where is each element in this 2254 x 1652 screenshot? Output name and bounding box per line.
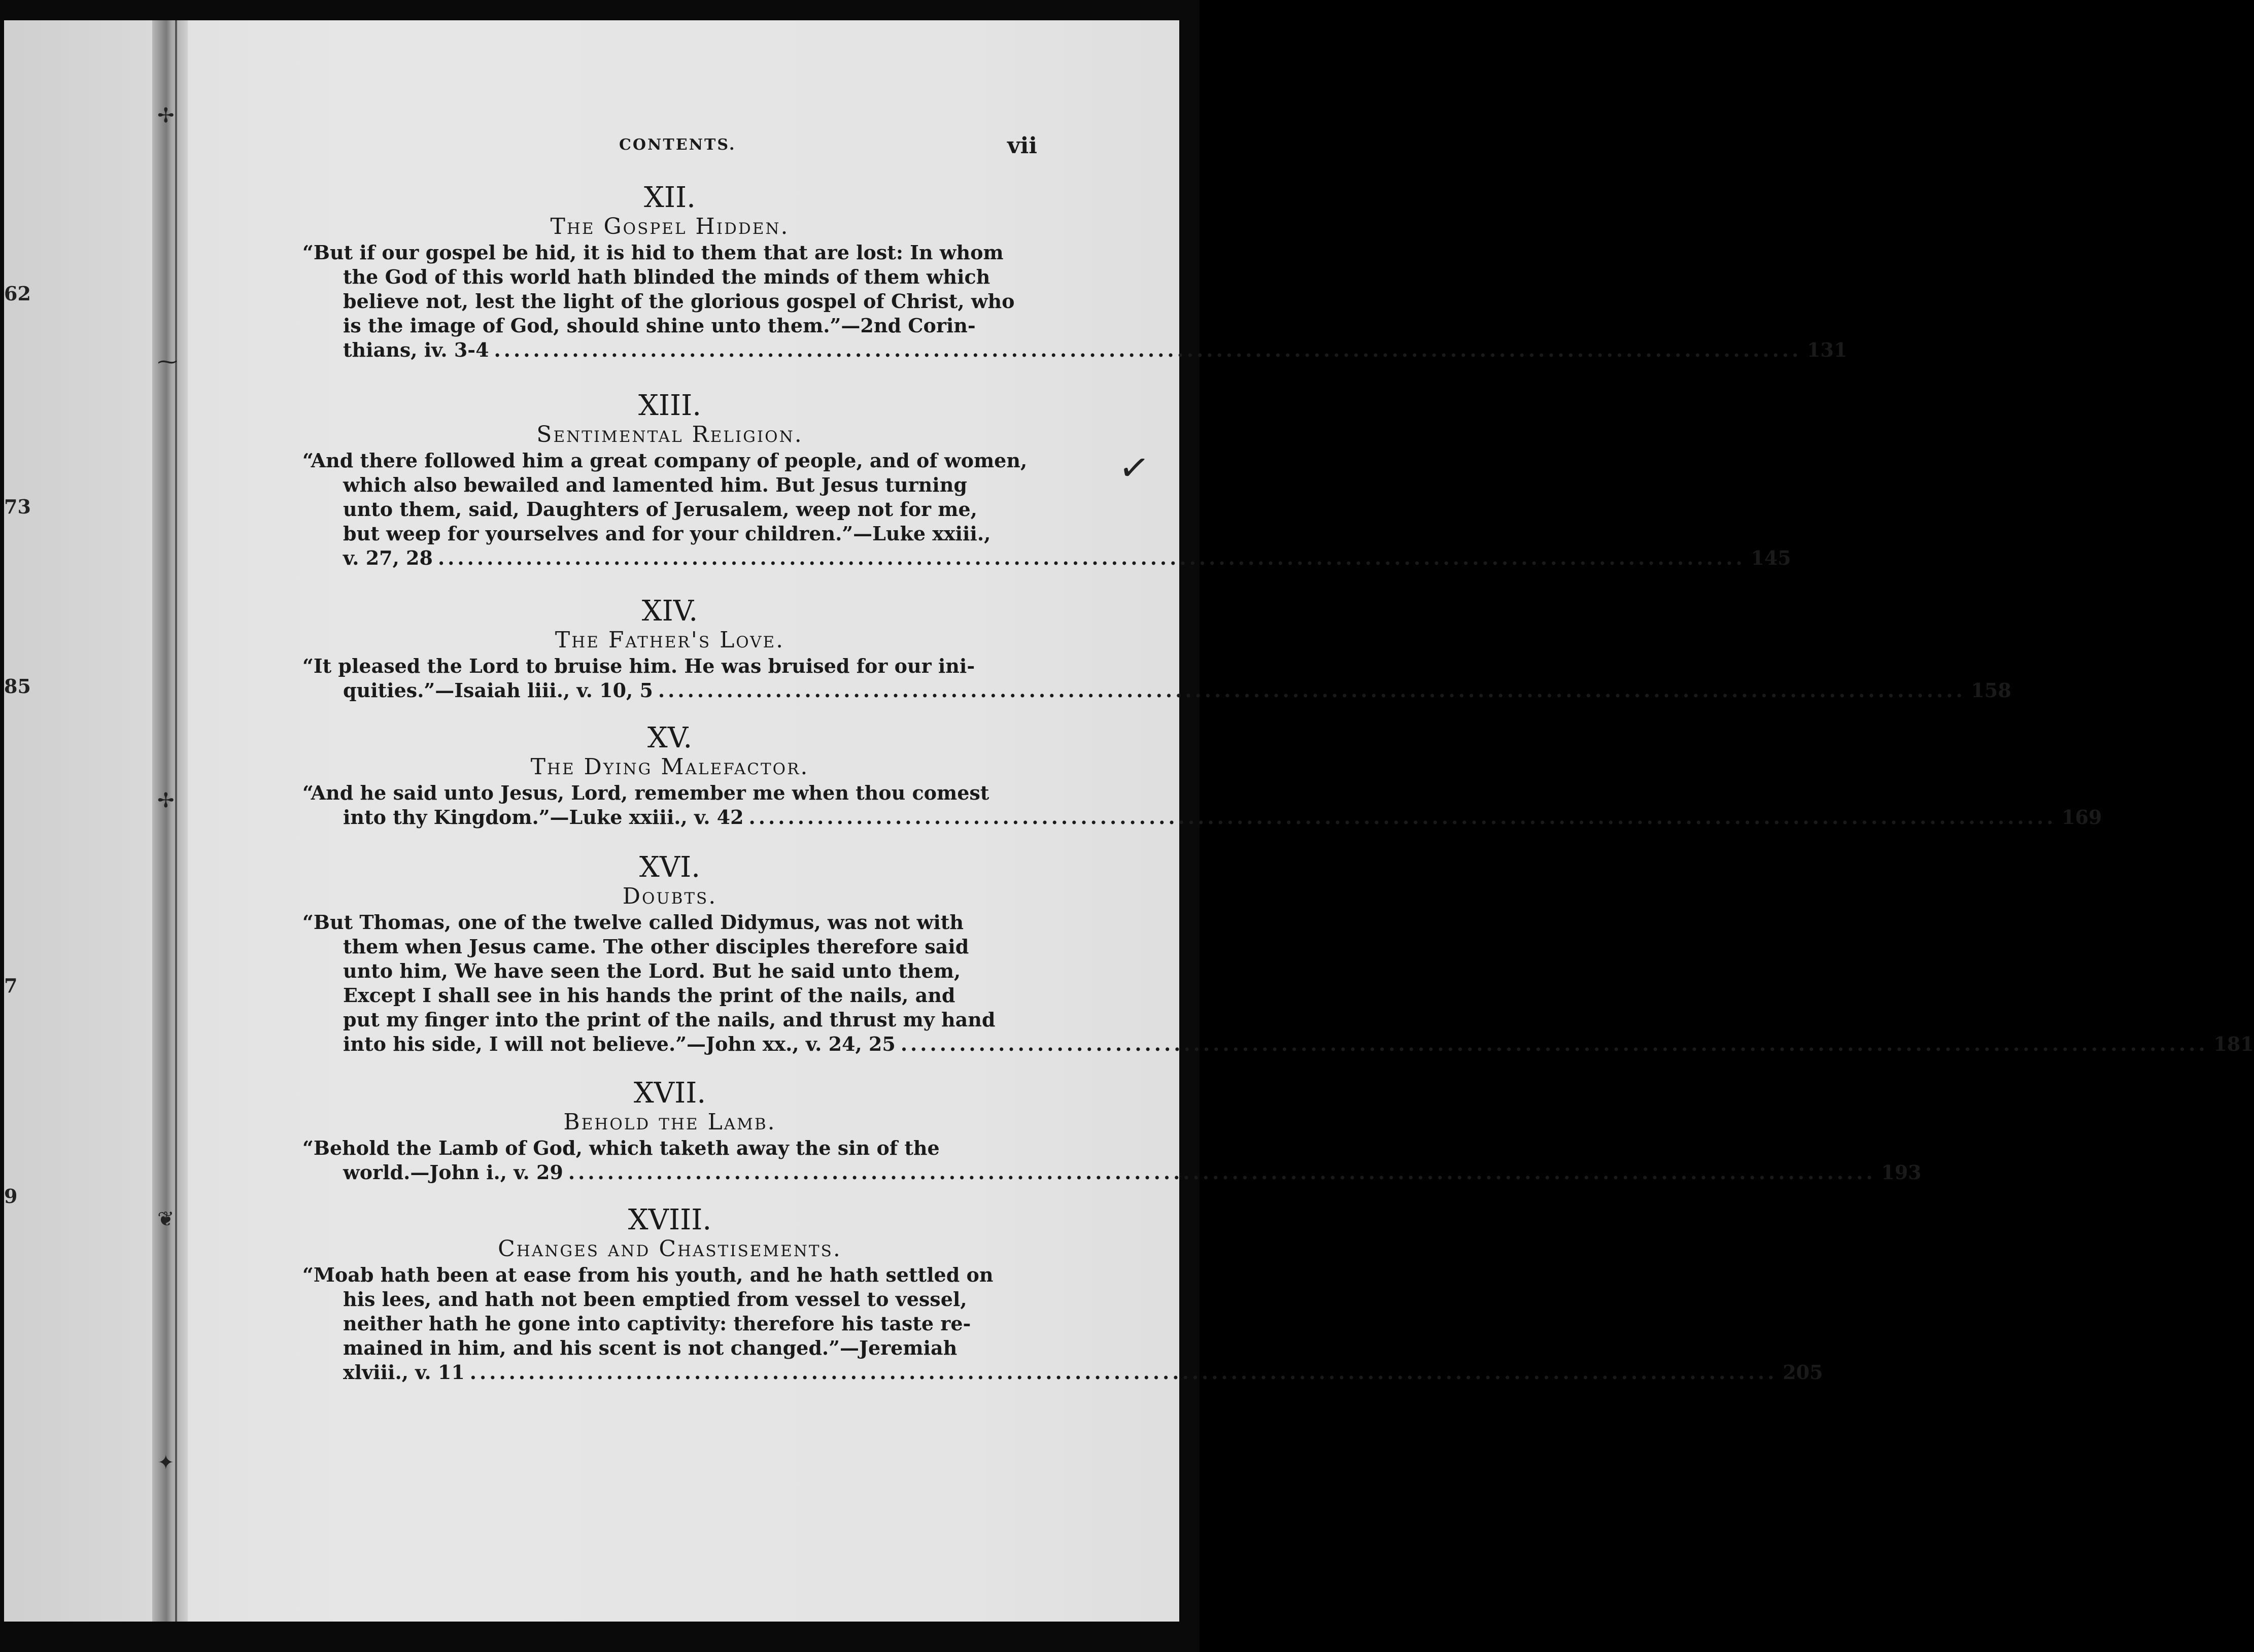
quote-line: “Moab hath been at ease from his youth, and he hath settled on bbox=[302, 1263, 994, 1286]
binding-stitch: ✦ bbox=[157, 1451, 175, 1474]
chapter-title: The Father's Love. bbox=[555, 627, 785, 653]
contents-entry bbox=[274, 721, 2102, 830]
chapter-title: The Dying Malefactor. bbox=[530, 754, 809, 780]
quote-line: them when Jesus came. The other disciples therefore said bbox=[343, 935, 969, 958]
entry-page-number: 131 bbox=[1806, 338, 1848, 361]
leader-dots: ...................................................................................................................................... bbox=[568, 1161, 1876, 1184]
left-page-number-fragment: 62 bbox=[4, 282, 31, 305]
entry-page-number: 205 bbox=[1783, 1361, 1823, 1384]
quote-line: the God of this world hath blinded the minds of them which bbox=[343, 265, 991, 288]
contents-entry bbox=[274, 1077, 1922, 1185]
leader-dots: ...................................................................................................................................... bbox=[748, 806, 2057, 829]
quote-final-line bbox=[343, 1160, 1922, 1185]
leader-dots: ...................................................................................................................................... bbox=[494, 338, 1802, 361]
chapter-quote bbox=[274, 781, 2102, 830]
chapter-quote bbox=[274, 1263, 1823, 1385]
contents-entry bbox=[274, 181, 1848, 362]
entry-page-number: 181 bbox=[2213, 1032, 2254, 1055]
quote-line: neither hath he gone into captivity: therefore his taste re- bbox=[343, 1312, 971, 1335]
quote-reference: v. 27, 28 bbox=[343, 546, 433, 569]
chapter-numeral: XIV. bbox=[641, 595, 698, 628]
quote-line: unto him, We have seen the Lord. But he said unto them, bbox=[343, 959, 961, 982]
chapter-title: Sentimental Religion. bbox=[536, 422, 803, 448]
chapter-numeral: XII. bbox=[644, 181, 696, 214]
book-gutter bbox=[152, 20, 188, 1622]
quote-reference: xlviii., v. 11 bbox=[343, 1361, 465, 1384]
binding-stitch: ❦ bbox=[157, 1208, 175, 1231]
quote-line: is the image of God, should shine unto them.”—2nd Corin- bbox=[343, 314, 976, 337]
leader-dots: ...................................................................................................................................... bbox=[469, 1361, 1778, 1384]
chapter-numeral: XV. bbox=[647, 721, 693, 754]
quote-line: but weep for yourselves and for your children.”—Luke xxiii., bbox=[343, 522, 991, 545]
chapter-title: Changes and Chastisements. bbox=[498, 1236, 842, 1262]
chapter-quote bbox=[274, 910, 2254, 1056]
quote-line: “It pleased the Lord to bruise him. He was bruised for our ini- bbox=[302, 655, 975, 677]
quote-reference: quities.”—Isaiah liii., v. 10, 5 bbox=[343, 679, 653, 702]
quote-line: “But if our gospel be hid, it is hid to them that are lost: In whom bbox=[302, 241, 1004, 264]
quote-line: mained in him, and his scent is not changed.”—Jeremiah bbox=[343, 1336, 958, 1359]
binding-stitch: ✢ bbox=[157, 104, 175, 127]
contents-entry bbox=[274, 595, 2011, 703]
quote-reference: world.—John i., v. 29 bbox=[343, 1161, 563, 1184]
chapter-numeral: XVI. bbox=[639, 851, 701, 884]
entry-page-number: 158 bbox=[1971, 679, 2011, 702]
quote-line: put my finger into the print of the nails, and thrust my hand bbox=[343, 1008, 996, 1031]
left-page-number-fragment: 7 bbox=[4, 974, 18, 997]
chapter-quote bbox=[274, 449, 1791, 570]
chapter-quote bbox=[274, 240, 1848, 362]
chapter-numeral: XIII. bbox=[638, 389, 702, 422]
quote-reference: thians, iv. 3-4 bbox=[343, 338, 489, 361]
quote-reference: into his side, I will not believe.”—John xx., v. 24, 25 bbox=[343, 1032, 896, 1055]
left-page-number-fragment: 73 bbox=[4, 495, 31, 518]
scan-border-top bbox=[0, 0, 1200, 20]
quote-final-line bbox=[343, 1360, 1823, 1385]
running-head: CONTENTS. bbox=[619, 136, 736, 154]
quote-final-line bbox=[343, 805, 2102, 830]
quote-final-line bbox=[343, 678, 2011, 703]
handwritten-checkmark: ✓ bbox=[1116, 444, 1152, 491]
binding-stitch: ⁓ bbox=[157, 350, 178, 373]
chapter-quote bbox=[274, 1136, 1922, 1185]
quote-line: his lees, and hath not been emptied from vessel to vessel, bbox=[343, 1288, 967, 1311]
chapter-title: Behold the Lamb. bbox=[563, 1109, 776, 1135]
quote-line: Except I shall see in his hands the print of the nails, and bbox=[343, 984, 955, 1007]
quote-line: believe not, lest the light of the glorious gospel of Christ, who bbox=[343, 290, 1015, 313]
quote-line: “Behold the Lamb of God, which taketh away the sin of the bbox=[302, 1137, 940, 1159]
scan-border-bottom bbox=[0, 1622, 1200, 1652]
binding-line bbox=[175, 20, 177, 1622]
chapter-numeral: XVIII. bbox=[628, 1203, 712, 1236]
scan-border-left bbox=[0, 0, 4, 1652]
quote-line: unto them, said, Daughters of Jerusalem, weep not for me, bbox=[343, 498, 977, 521]
quote-final-line bbox=[343, 1032, 2254, 1056]
quote-reference: into thy Kingdom.”—Luke xxiii., v. 42 bbox=[343, 806, 744, 829]
page-header bbox=[284, 133, 1045, 163]
entry-page-number: 145 bbox=[1751, 546, 1791, 569]
chapter-title: Doubts. bbox=[622, 883, 718, 909]
entry-page-number: 169 bbox=[2061, 806, 2102, 829]
quote-line: which also bewailed and lamented him. But Jesus turning bbox=[343, 473, 967, 496]
page-number: vii bbox=[1007, 133, 1037, 159]
quote-final-line bbox=[343, 546, 1791, 570]
contents-entry bbox=[274, 389, 1791, 570]
quote-line: “And he said unto Jesus, Lord, remember me when thou comest bbox=[302, 781, 989, 804]
chapter-numeral: XVII. bbox=[633, 1077, 706, 1110]
leader-dots: ...................................................................................................................................... bbox=[437, 546, 1746, 569]
binding-stitch: ✢ bbox=[157, 789, 175, 812]
left-page-number-fragment: 9 bbox=[4, 1185, 18, 1208]
chapter-quote bbox=[274, 654, 2011, 703]
entry-page-number: 193 bbox=[1881, 1161, 1922, 1184]
contents-entry bbox=[274, 851, 2254, 1056]
quote-line: “But Thomas, one of the twelve called Didymus, was not with bbox=[302, 911, 964, 934]
chapter-title: The Gospel Hidden. bbox=[550, 214, 790, 239]
left-page-number-fragment: 85 bbox=[4, 675, 31, 698]
contents-entry bbox=[274, 1203, 1823, 1385]
quote-final-line bbox=[343, 338, 1848, 362]
quote-line: “And there followed him a great company of people, and of women, bbox=[302, 449, 1028, 472]
leader-dots: ...................................................................................................................................... bbox=[900, 1032, 2208, 1055]
leader-dots: ...................................................................................................................................... bbox=[658, 679, 1966, 702]
